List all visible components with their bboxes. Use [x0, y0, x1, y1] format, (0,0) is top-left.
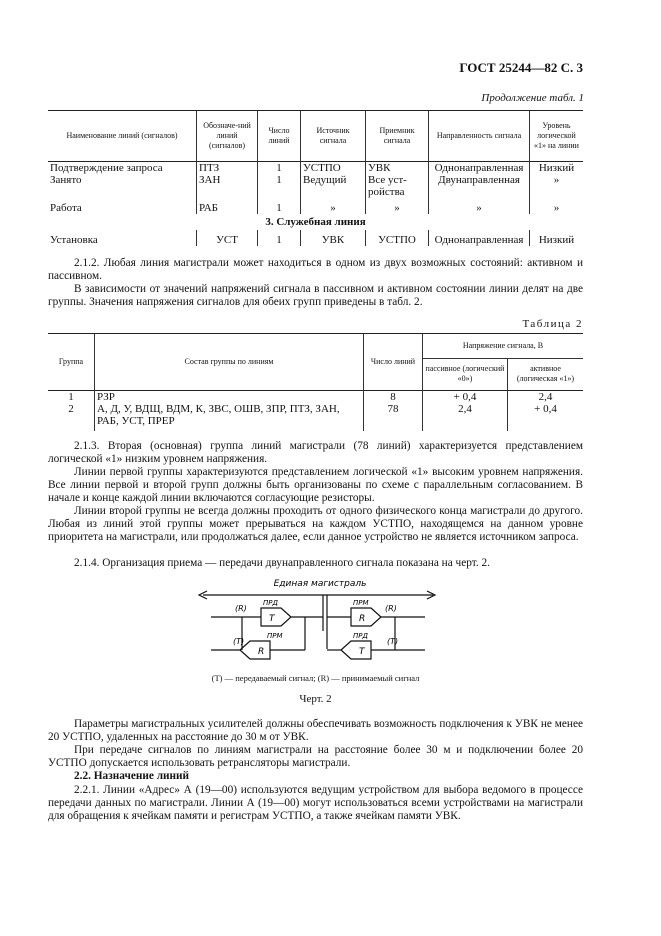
block-label: ПРМ: [267, 632, 283, 640]
table-caption: Таблица 2: [522, 318, 583, 330]
table-2: [48, 334, 583, 431]
col-header: пассивное (логический «0»): [423, 358, 508, 390]
cell: 1: [258, 174, 301, 202]
cell: »: [553, 173, 560, 186]
cell: + 0,4: [423, 390, 508, 403]
block-label: R: [258, 647, 265, 657]
paragraph: Линии второй группы не всегда должны проходить от одного физического конца магистрали до другого. Любая из линий этой группы может прерываться на каждом УСТПО, находящемся на данном уровне приоритета на магистрали, или продолжаться далее, если данное устройство не является источником запроса.: [48, 505, 583, 543]
cell: Подтверждение запроса: [48, 161, 197, 174]
cell: 1: [258, 161, 301, 174]
cell: Занято: [48, 174, 197, 202]
block-label: ПРМ: [353, 599, 369, 607]
cell: ПТЗ: [197, 161, 258, 174]
paragraph: Параметры магистральных усилителей должны обеспечивать возможность подключения к УВК не менее 20 УСТПО, удаленных на расстояние до 30 м от УВК.: [48, 718, 583, 743]
table-row: [48, 174, 583, 202]
cell: Установка: [48, 230, 197, 246]
cell: УСТПО: [301, 161, 366, 174]
col-header: Состав группы по линиям: [95, 334, 364, 390]
col-header: Группа: [48, 334, 95, 390]
bus-label: Единая магистраль: [273, 579, 367, 589]
col-header: Источник сигнала: [301, 111, 366, 161]
cell: 8: [364, 390, 423, 403]
block-label: R: [359, 614, 366, 624]
cell: УВК: [366, 161, 429, 174]
section-row: [48, 214, 583, 230]
cell: А, Д, У, ВДЩ, ВДМ, К, ЗВС, ОШВ, ЗПР, ПТЗ, ЗАН, РАБ, УСТ, ПРЕР: [95, 403, 364, 431]
table-1: [48, 111, 583, 246]
cell: Низкий: [538, 161, 575, 174]
cell: »: [429, 202, 530, 214]
table-continuation: Продолжение табл. 1: [481, 92, 584, 104]
table-row: [48, 161, 583, 174]
paragraph: 2.1.4. Организация приема — передачи двунаправленного сигнала показана на черт. 2.: [74, 557, 490, 569]
cell: УСТПО: [366, 230, 429, 246]
cell: Двунаправленная: [429, 174, 530, 202]
section-heading: 2.2. Назначение линий: [74, 770, 190, 782]
paragraph: 2.1.3. Вторая (основная) группа линий магистрали (78 линий) характеризуется представлением логической «1» низким уровнем напряжения.: [48, 440, 583, 465]
paragraph: 2.2.1. Линии «Адрес» А (19—00) используются ведущим устройством для выбора ведомого в процессе передачи данных по магистрали. Линии А (19—00) могут использоваться всеми устройствами на магистрали для обращения к ячейкам памяти и регистрам УСТПО, а также ячейкам памяти УВК.: [48, 784, 583, 822]
col-header: Наименование линий (сигналов): [48, 111, 197, 161]
block-label: T: [269, 614, 275, 624]
diagram-legend: (T) — передаваемый сигнал; (R) — принимаемый сигнал: [211, 673, 420, 683]
paragraph: В зависимости от значений напряжений сигнала в пассивном и активном состоянии линии делят на две группы. Значения напряжения сигналов для обеих групп приведены в табл. 2.: [48, 283, 583, 308]
cell: ЗАН: [197, 174, 258, 202]
signal-label: (T): [233, 637, 245, 646]
cell: 1: [258, 230, 301, 246]
paragraph: При передаче сигналов по линиям магистрали на расстояние более 30 м и подключении более 20 УСТПО допускается использовать ретрансляторы магистрали.: [48, 744, 583, 769]
col-header: Обозначе-ний линий (сигналов): [197, 111, 258, 161]
cell: РЗР: [95, 390, 364, 403]
cell: РАБ: [197, 202, 258, 214]
cell: »: [366, 202, 429, 214]
cell: 78: [364, 403, 423, 431]
cell: 2,4: [423, 403, 508, 431]
cell: УВК: [301, 230, 366, 246]
cell: Ведущий: [301, 174, 366, 202]
cell: 1: [258, 202, 301, 214]
signal-label: (R): [385, 604, 397, 613]
cell: »: [553, 201, 560, 214]
block-label: T: [359, 647, 365, 657]
block-label: ПРД: [263, 599, 278, 607]
cell: »: [301, 202, 366, 214]
col-header: Число линий: [364, 334, 423, 390]
col-header: активное (логическая «1»): [516, 364, 575, 383]
col-header: Приемник сигнала: [366, 111, 429, 161]
cell: + 0,4: [534, 402, 557, 415]
col-header: Напряжение сигнала, В: [423, 334, 584, 358]
page-header: ГОСТ 25244—82 С. 3: [459, 60, 583, 75]
paragraph: Линии первой группы характеризуются представлением логической «1» высоким уровнем напряжения. Все линии первой и второй групп должны быть организованы по схеме с параллельным согласованием. В начале и конце каждой линии включаются согласующие резисторы.: [48, 466, 583, 504]
col-header: Уровень логической «1» на линии: [534, 120, 579, 150]
col-header: Число линий: [258, 111, 301, 161]
col-header: Направленность сигнала: [429, 111, 530, 161]
table-row: [48, 230, 583, 246]
signal-label: (T): [387, 637, 399, 646]
paragraph: 2.1.2. Любая линия магистрали может находиться в одном из двух возможных состояний: активном и пассивном.: [48, 257, 583, 282]
cell: Работа: [48, 202, 197, 214]
table-row: [48, 403, 583, 431]
signal-label: (R): [235, 604, 247, 613]
diagram-caption: Черт. 2: [299, 693, 332, 705]
table-row: [48, 390, 583, 403]
cell: 2,4: [538, 390, 553, 403]
section-title: 3. Служебная линия: [265, 215, 366, 228]
cell: Все уст-ройства: [366, 174, 429, 202]
cell: Однонаправленная: [429, 161, 530, 174]
cell: 1: [48, 390, 95, 403]
cell: Однонаправленная: [429, 230, 530, 246]
table-header-row: [48, 334, 583, 358]
table-header-row: [48, 111, 583, 161]
block-label: ПРД: [353, 632, 368, 640]
table-row: [48, 202, 583, 214]
cell: Низкий: [538, 233, 575, 246]
cell: УСТ: [197, 230, 258, 246]
cell: 2: [48, 403, 95, 431]
bus-diagram: [195, 575, 445, 665]
